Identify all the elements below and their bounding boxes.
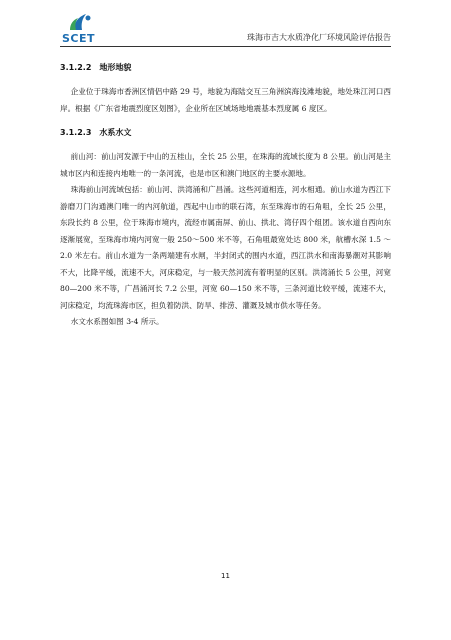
scet-logo (60, 12, 116, 46)
page-header (60, 12, 391, 47)
scet-logo-mark-icon (60, 12, 100, 32)
section-title: 地形地貌 (99, 63, 132, 72)
paragraph: 珠海前山河流域包括：前山河、洪湾涌和广昌涌。这些河道相连，河水相通。前山水道为西江下游磨刀门沟通澳门唯一的内河航道，西起中山市的联石湾，东至珠海市的石角咀，全长 25 公里，东段长约 8 公里，位于珠海市境内，流经市属南屏、前山、拱北、湾仔四个组团。该水道自西向东逐渐展宽，至珠海市境内河宽一般 250～500 米不等，石角咀最宽处达 800 米，航槽水深 1.5 ～2.0 米左右。前山水道为一条两端建有水闸，半封闭式的围内水道，西江洪水和南海暴潮对其影响不大，比降平缓，流速不大，河床稳定，与一般天然河流有着明显的区别。洪湾涌长 5 公里，河宽 80—200 米不等，广昌涌河长 7.2 公里，河宽 60—150 米不等，三条河道比较平缓，流速不大，河床稳定，均流珠海市区，担负着防洪、防旱、排涝、灌溉及城市供水等任务。 (60, 185, 391, 310)
paragraph: 前山河：前山河发源于中山的五桂山，全长 25 公里，在珠海的流域长度为 8 公里。前山河是主城市区内和连接内地唯一的一条河流，也是市区和澳门地区的主要水源地。 (60, 152, 391, 178)
section-number: 3.1.2.3 (60, 128, 92, 137)
paragraph: 水文水系图如图 3-4 所示。 (70, 317, 164, 326)
section-title: 水系水文 (99, 128, 132, 137)
page-number: 11 (221, 572, 230, 580)
section-heading-terrain (60, 60, 391, 76)
section-number: 3.1.2.2 (60, 63, 92, 72)
logo-text: SCET (62, 32, 96, 45)
section-heading-hydrology (60, 125, 391, 141)
report-title: 珠海市吉大水质净化厂环境风险评估报告 (247, 33, 391, 42)
page-body (60, 60, 391, 331)
paragraph: 企业位于珠海市香洲区情侣中路 29 号，地貌为海陆交互三角洲滨海浅滩地貌，地处珠江河口西岸。根据《广东省地震烈度区划图》，企业所在区域场地地震基本烈度属 6 度区。 (60, 87, 391, 113)
